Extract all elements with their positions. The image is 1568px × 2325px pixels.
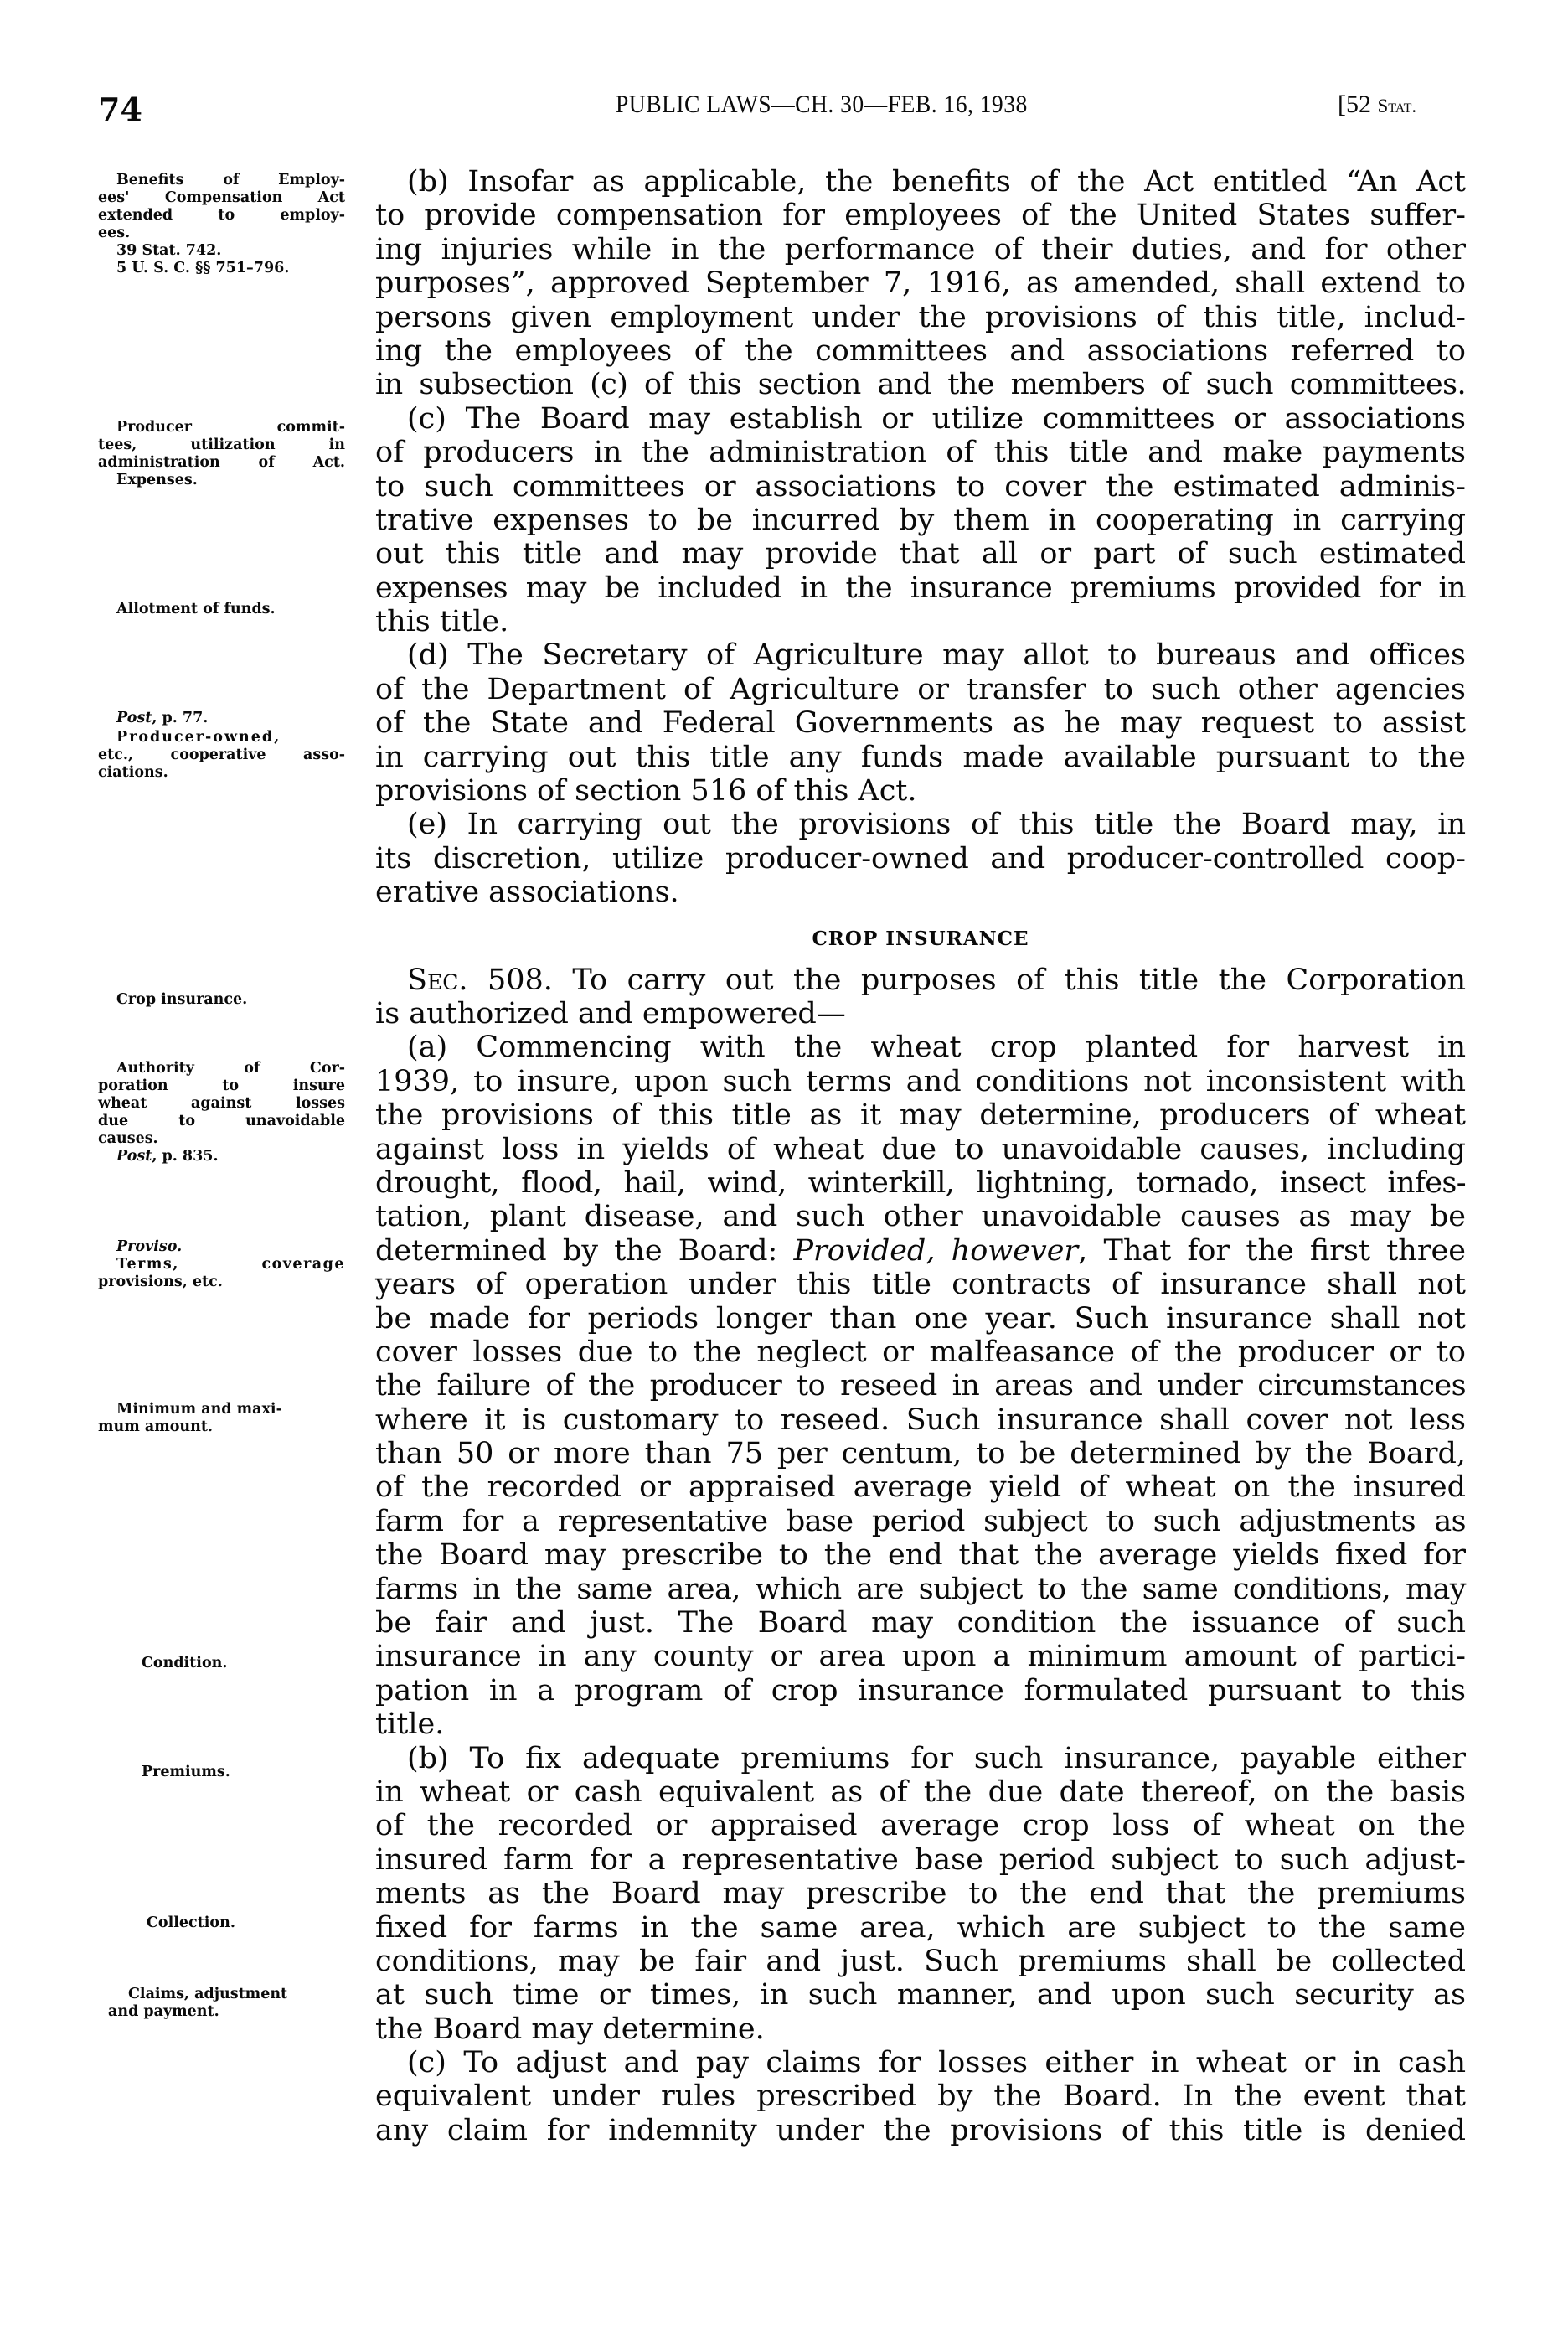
text-line: the failure of the producer to reseed in areas and under circumstances — [375, 1369, 1466, 1403]
margin-note-post-77 — [98, 710, 345, 727]
text-line: tation, plant disease, and such other unavoidable causes as may be — [375, 1200, 1466, 1234]
text-line: in carrying out this title any funds made available pursuant to the — [375, 740, 1466, 774]
text-line: farm for a representative base period subject to such adjustments as — [375, 1504, 1466, 1538]
margin-note-line: due to unavoidable — [98, 1113, 345, 1129]
margin-note-minimum-maximum — [98, 1401, 345, 1436]
volume-reference — [1338, 90, 1416, 119]
margin-note-collection — [98, 1914, 345, 1932]
text-line: trative expenses to be incurred by them in cooperating in carrying — [375, 503, 1466, 537]
section-heading: CROP INSURANCE — [812, 927, 1029, 950]
text-line: is authorized and empowered— — [375, 996, 846, 1031]
paragraph-508a-wheat-insurance — [375, 1031, 1466, 1741]
text-line: ments as the Board may prescribe to the end that the premiums — [375, 1877, 1466, 1911]
text-line: to provide compensation for employees of the United States suffer- — [375, 199, 1466, 233]
margin-note-premiums — [98, 1764, 345, 1781]
text-line: persons given employment under the provisions of this title, includ- — [375, 300, 1466, 334]
text-line: title. — [375, 1708, 445, 1742]
text-line: drought, flood, hail, wind, winterkill, lightning, tornado, insect infes- — [375, 1165, 1466, 1200]
statute-citation: 39 Stat. 742. — [116, 242, 222, 259]
text-line: ing injuries while in the performance of their duties, and for other — [375, 232, 1466, 266]
text-line: against loss in yields of wheat due to unavoidable causes, including — [375, 1132, 1466, 1166]
proviso-italic-text: Provided, however — [793, 1233, 1079, 1268]
text-line: the Board may determine. — [375, 2012, 765, 2046]
text-line: erative associations. — [375, 876, 679, 910]
margin-note-proviso — [98, 1238, 345, 1291]
section-508-intro — [375, 964, 1466, 1031]
text-line: insurance in any county or area upon a minimum amount of partici- — [375, 1640, 1466, 1674]
margin-note-line: Collection. — [147, 1914, 235, 1931]
text-line: out this title and may provide that all or part of such estimated — [375, 537, 1466, 571]
text-line: be fair and just. The Board may condition the issuance of such — [375, 1606, 1466, 1640]
text-line: (b) Insofar as applicable, the benefits of the Act entitled “An Act — [407, 165, 1466, 199]
text-line: (c) The Board may establish or utilize committees or associations — [407, 401, 1466, 436]
margin-note-expenses: Expenses. — [116, 472, 198, 488]
text-line: any claim for indemnity under the provisions of this title is denied — [375, 2113, 1466, 2147]
text-line: of the Department of Agriculture or transfer to such other agencies — [375, 672, 1466, 706]
margin-note-line: Claims, adjustment — [128, 1986, 288, 2002]
margin-note-line: Authority of Cor- — [116, 1060, 345, 1077]
text-line: to such committees or associations to cover the estimated adminis- — [375, 469, 1466, 504]
margin-note-line: Producer-owned, — [116, 729, 281, 746]
margin-note-line: ees' Compensation Act — [98, 189, 345, 206]
text-line: years of operation under this title contracts of insurance shall not — [375, 1268, 1466, 1302]
proviso-italic: Proviso. — [116, 1238, 183, 1255]
text-line: provisions of section 516 of this Act. — [375, 774, 917, 809]
margin-note-line: Condition. — [142, 1655, 228, 1671]
text-line: of producers in the administration of this title and make payments — [375, 436, 1466, 470]
text-line: in subsection (c) of this section and the members of such committees. — [375, 368, 1466, 402]
margin-note-post — [98, 1148, 345, 1165]
margin-note-line: and payment. — [108, 2003, 219, 2020]
margin-note-line: provisions, etc. — [98, 1274, 223, 1290]
text-line: expenses may be included in the insurance premiums provided for in — [375, 571, 1466, 605]
text-line: 1939, to insure, upon such terms and conditions not inconsistent with — [375, 1064, 1466, 1098]
margin-note-line: poration to insure — [98, 1077, 345, 1094]
proviso-post: , That for the first three — [1078, 1233, 1466, 1268]
margin-note-line: Crop insurance. — [116, 991, 248, 1008]
text-line: purposes”, approved September 7, 1916, as amended, shall extend to — [375, 266, 1466, 301]
section-label: Sec. — [407, 963, 468, 997]
section-508-text: 508. To carry out the purposes of this title the Corporation — [467, 963, 1466, 997]
text-line: than 50 or more than 75 per centum, to be determined by the Board, — [375, 1437, 1466, 1471]
post-page: , p. 77. — [152, 710, 209, 726]
margin-note-condition — [98, 1655, 345, 1672]
text-line: (c) To adjust and pay claims for losses either in wheat or in cash — [407, 2046, 1466, 2080]
text-line: equivalent under rules prescribed by the Board. In the event that — [375, 2080, 1466, 2114]
margin-note-line: Terms, coverage — [116, 1256, 345, 1273]
post-italic: Post — [116, 710, 152, 726]
margin-note-line: administration of Act. — [98, 454, 345, 471]
text-line: (d) The Secretary of Agriculture may allot to bureaus and offices — [407, 638, 1466, 673]
paragraph-508b-premiums — [375, 1742, 1466, 2047]
usc-citation: 5 U. S. C. §§ 751–796. — [116, 260, 290, 276]
post-page: , p. 835. — [152, 1148, 219, 1165]
text-line: this title. — [375, 605, 509, 639]
paragraph-b-employees-compensation — [375, 165, 1466, 402]
margin-note-line: Minimum and maxi- — [116, 1401, 282, 1418]
margin-note-line: etc., cooperative asso- — [98, 747, 345, 763]
text-line — [375, 964, 1466, 997]
text-line: of the recorded or appraised average yield of wheat on the insured — [375, 1470, 1466, 1505]
margin-note-line: Producer commit- — [116, 419, 345, 436]
proviso-line — [375, 1234, 1466, 1268]
volume-reference-bracket: [52 — [1338, 90, 1378, 118]
running-head: PUBLIC LAWS—CH. 30—FEB. 16, 1938 — [616, 90, 1028, 118]
margin-note-authority — [98, 1060, 345, 1165]
margin-note-allotment — [98, 601, 345, 618]
text-line: be made for periods longer than one year. Such insurance shall not — [375, 1301, 1466, 1336]
text-line: cover losses due to the neglect or malfeasance of the producer or to — [375, 1335, 1466, 1369]
margin-note-line: tees, utilization in — [98, 437, 345, 453]
text-line: at such time or times, in such manner, and upon such security as — [375, 1978, 1466, 2012]
text-line: ing the employees of the committees and associations referred to — [375, 333, 1466, 368]
text-line: of the State and Federal Governments as he may request to assist — [375, 706, 1466, 741]
text-line: insured farm for a representative base period subject to such adjust- — [375, 1842, 1466, 1877]
margin-note-line: mum amount. — [98, 1418, 214, 1435]
margin-note-producer-owned — [98, 729, 345, 782]
text-line: in wheat or cash equivalent as of the due date thereof, on the basis — [375, 1775, 1466, 1809]
paragraph-508c-claims — [375, 2046, 1466, 2147]
margin-note-crop-insurance — [98, 991, 345, 1009]
paragraph-d-allotment — [375, 638, 1466, 808]
page-number: 74 — [98, 90, 142, 128]
post-italic: Post — [116, 1148, 152, 1165]
margin-note-line: Benefits of Employ- — [116, 172, 345, 189]
margin-note-line: ciations. — [98, 764, 168, 781]
margin-note-claims — [98, 1986, 345, 2021]
paragraph-e-cooperatives — [375, 808, 1466, 909]
text-line: its discretion, utilize producer-owned and producer-controlled coop- — [375, 841, 1466, 876]
text-line: where it is customary to reseed. Such insurance shall cover not less — [375, 1403, 1466, 1437]
margin-note-benefits — [98, 172, 345, 277]
text-line: of the recorded or appraised average crop loss of wheat on the — [375, 1809, 1466, 1843]
paragraph-c-producer-committees — [375, 402, 1466, 639]
text-line: conditions, may be fair and just. Such premiums shall be collected — [375, 1944, 1466, 1978]
text-line: (b) To fix adequate premiums for such insurance, payable either — [407, 1741, 1466, 1775]
text-line: the Board may prescribe to the end that the average yields fixed for — [375, 1538, 1466, 1573]
text-line: (e) In carrying out the provisions of this title the Board may, in — [407, 808, 1466, 842]
text-line: pation in a program of crop insurance formulated pursuant to this — [375, 1673, 1466, 1708]
margin-note-line: Allotment of funds. — [116, 601, 276, 617]
volume-reference-stat: Stat. — [1377, 96, 1417, 116]
margin-note-line — [98, 710, 345, 727]
margin-note-line: ees. — [98, 225, 131, 241]
body-text — [375, 165, 1466, 2147]
proviso-pre: determined by the Board: — [375, 1233, 794, 1268]
margin-note-line: wheat against losses — [98, 1095, 345, 1112]
proviso-label — [98, 1238, 345, 1256]
margin-note-line: extended to employ- — [98, 207, 345, 224]
text-line: the provisions of this title as it may determine, producers of wheat — [375, 1098, 1466, 1133]
margin-note-producer-committees — [98, 419, 345, 489]
text-line: (a) Commencing with the wheat crop planted for harvest in — [407, 1031, 1466, 1065]
text-line: fixed for farms in the same area, which are subject to the same — [375, 1910, 1466, 1945]
margin-note-line: Premiums. — [142, 1764, 230, 1780]
margin-note-line: causes. — [98, 1130, 158, 1147]
text-line: farms in the same area, which are subject to the same conditions, may — [375, 1572, 1466, 1606]
